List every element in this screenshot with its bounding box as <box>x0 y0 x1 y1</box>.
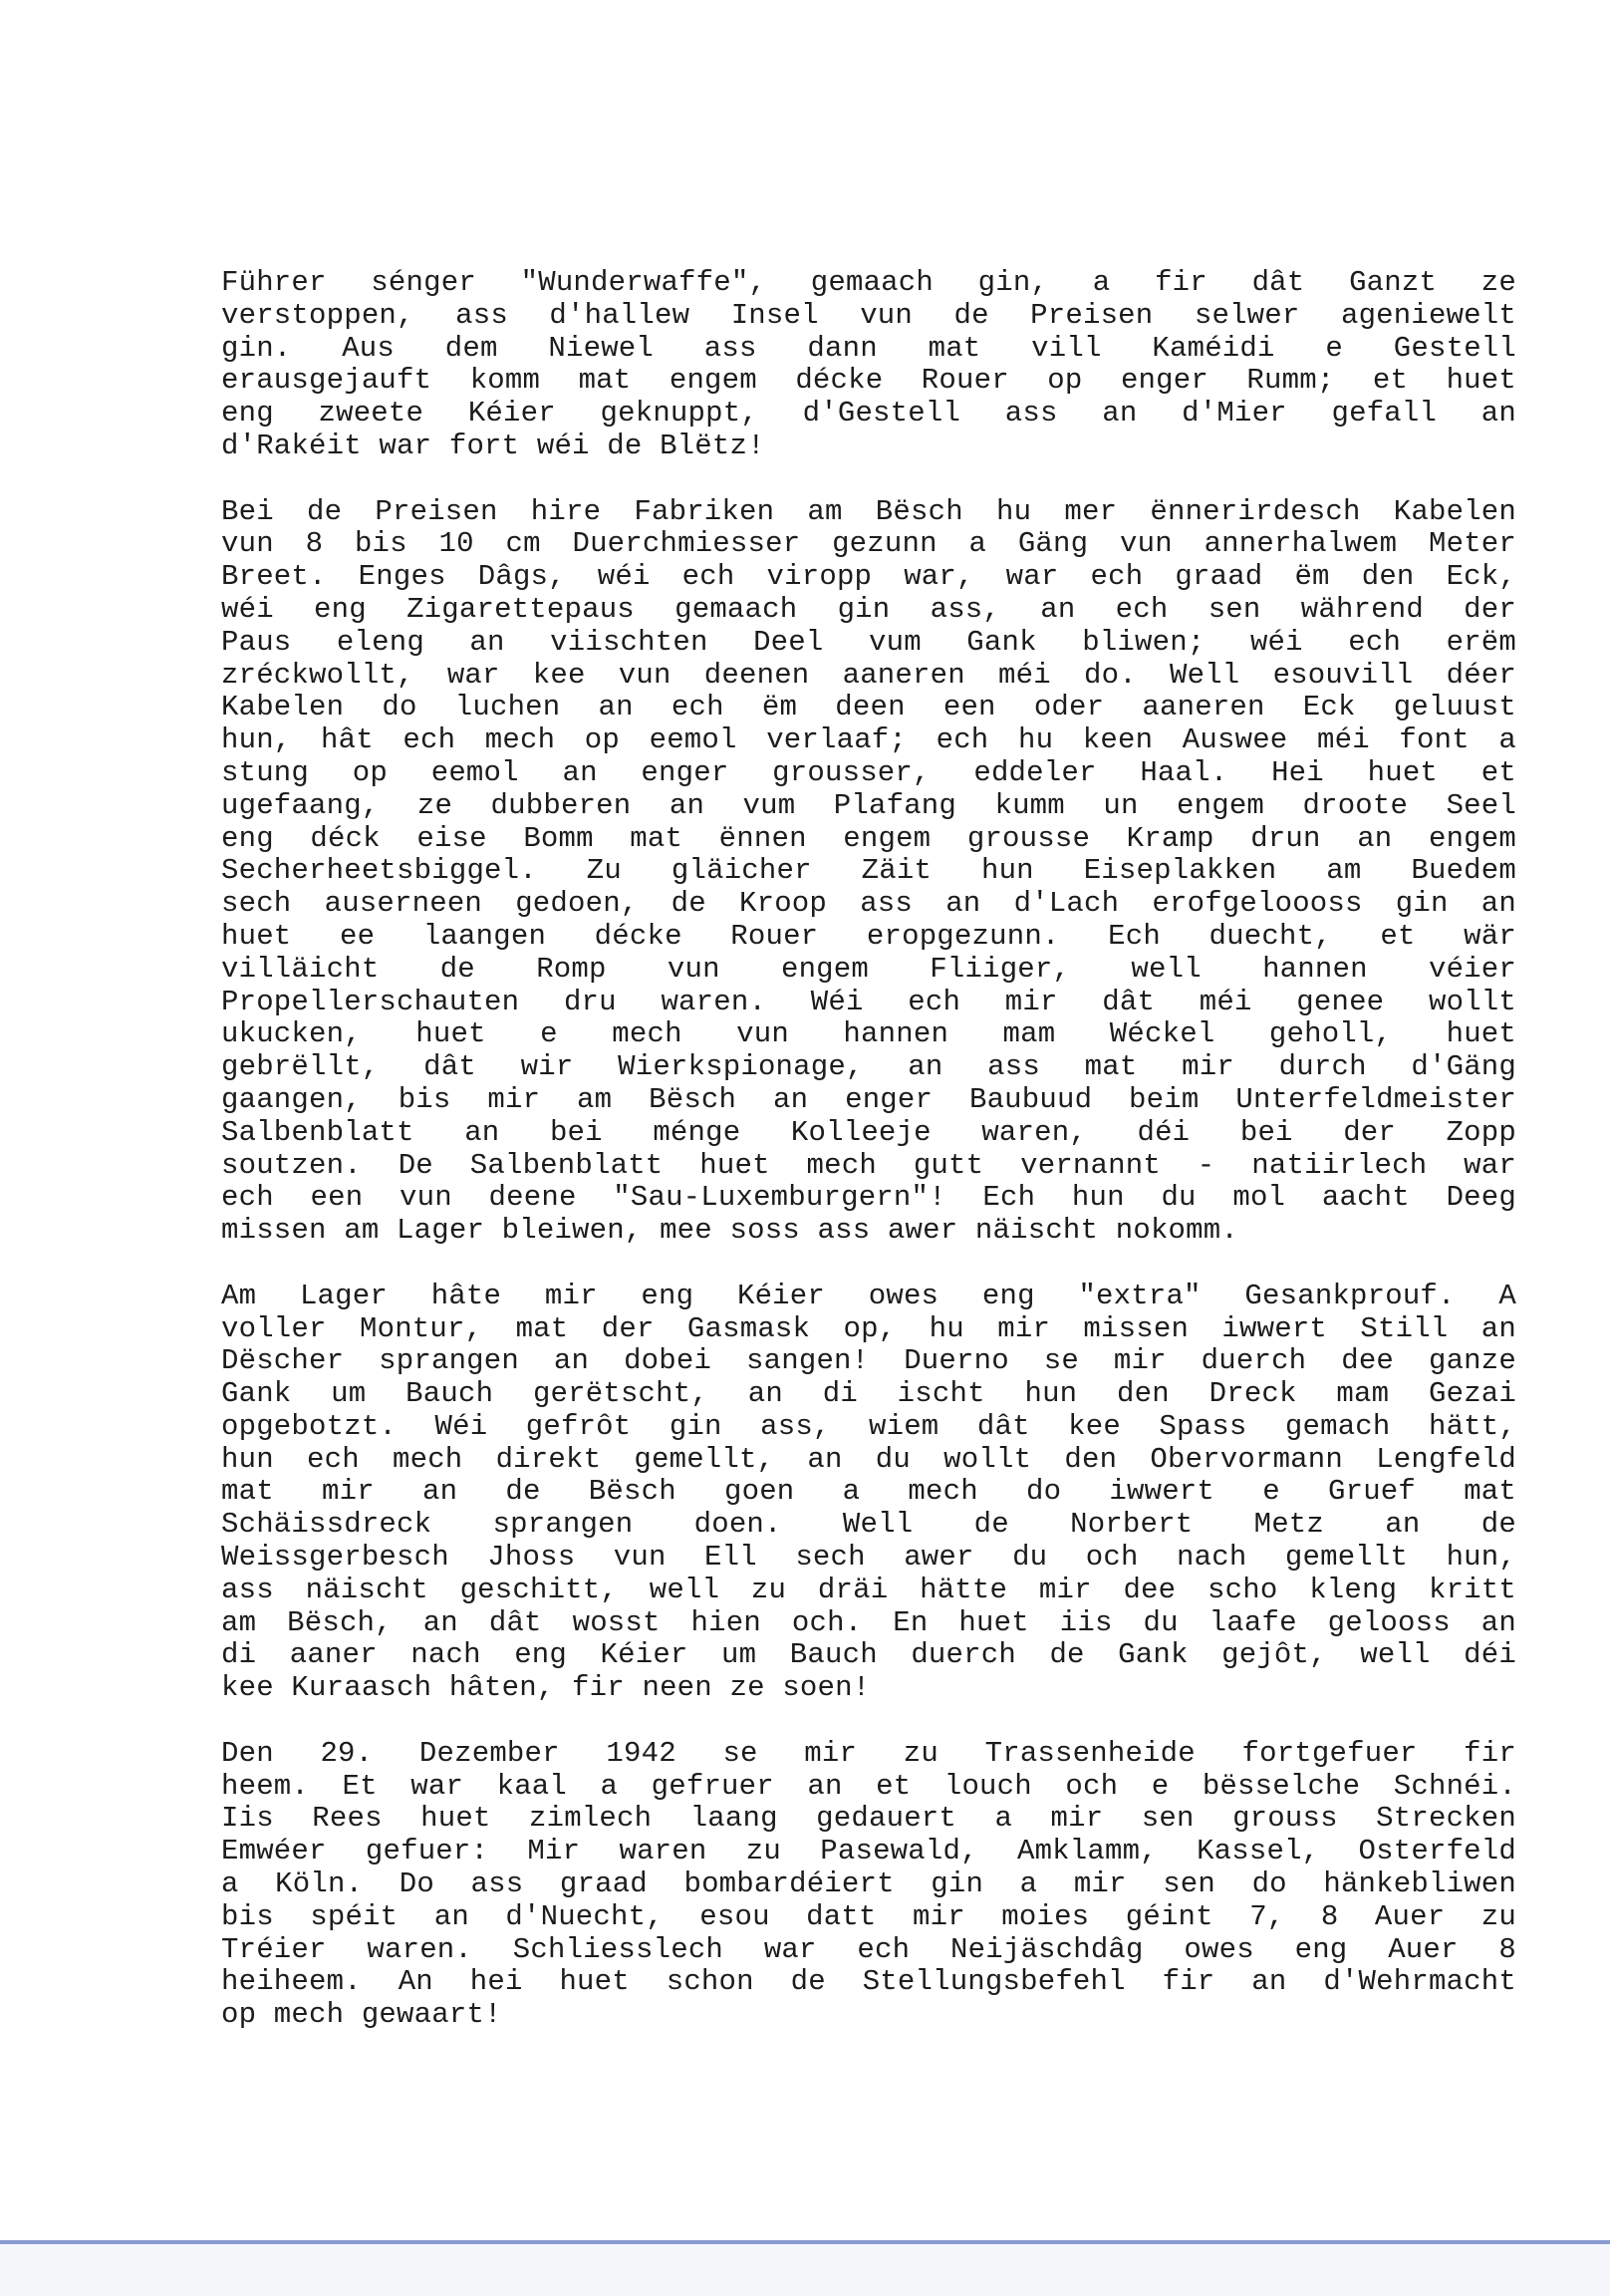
text-line: Paus eleng an viischten Deel vum Gank bliwen; wéi ech erëm <box>221 625 1516 659</box>
text-line: di aaner nach eng Kéier um Bauch duerch de Gank gejôt, well déi <box>221 1638 1516 1672</box>
text-line: heiheem. An hei huet schon de Stellungsbefehl fir an d'Wehrmacht <box>221 1965 1516 1999</box>
body-text <box>221 267 1516 2065</box>
text-line: Gank um Bauch gerëtscht, an di ischt hun den Dreck mam Gezai <box>221 1377 1516 1411</box>
text-line: kee Kuraasch hâten, fir neen ze soen! <box>221 1671 871 1705</box>
text-line: Am Lager hâte mir eng Kéier owes eng "extra" Gesankprouf. A <box>221 1279 1516 1312</box>
text-line: Emwéer gefuer: Mir waren zu Pasewald, Amklamm, Kassel, Osterfeld <box>221 1835 1516 1868</box>
text-line: zréckwollt, war kee vun deenen aaneren méi do. Well esouvill déer <box>221 658 1516 692</box>
text-line: Führer sénger "Wunderwaffe", gemaach gin, a fir dât Ganzt ze <box>221 266 1516 299</box>
text-line: mat mir an de Bësch goen a mech do iwwert e Gruef mat <box>221 1475 1516 1509</box>
text-line: d'Rakéit war fort wéi de Blëtz! <box>221 429 765 462</box>
text-line: Iis Rees huet zimlech laang gedauert a mir sen grouss Strecken <box>221 1802 1516 1836</box>
text-line: Propellerschauten dru waren. Wéi ech mir dât méi genee wollt <box>221 985 1516 1018</box>
text-line: bis spéit an d'Nuecht, esou datt mir moies géint 7, 8 Auer zu <box>221 1899 1516 1933</box>
text-line: heem. Et war kaal a gefruer an et louch och e bësselche Schnéi. <box>221 1769 1516 1803</box>
text-line: Secherheetsbiggel. Zu gläicher Zäit hun Eiseplakken am Buedem <box>221 854 1516 888</box>
text-line: op mech gewaart! <box>221 1998 502 2032</box>
paragraph-3 <box>221 1281 1516 1705</box>
text-line: gebrëllt, dât wir Wierkspionage, an ass mat mir durch d'Gäng <box>221 1050 1516 1084</box>
text-line: Bei de Preisen hire Fabriken am Bësch hu mer ënnerirdesch Kabelen <box>221 494 1516 528</box>
text-line: missen am Lager bleiwen, mee soss ass awer näischt nokomm. <box>221 1214 1238 1248</box>
footer-band <box>0 2244 1610 2296</box>
text-line: voller Montur, mat der Gasmask op, hu mir missen iwwert Still an <box>221 1311 1516 1345</box>
paragraph-4 <box>221 1738 1516 2032</box>
text-line: ass näischt geschitt, well zu dräi hätte mir dee scho kleng kritt <box>221 1573 1516 1606</box>
text-line: eng déck eise Bomm mat ënnen engem grousse Kramp drun an engem <box>221 821 1516 855</box>
text-line: Dëscher sprangen an dobei sangen! Duerno se mir duerch dee ganze <box>221 1344 1516 1378</box>
text-line: Den 29. Dezember 1942 se mir zu Trassenheide fortgefuer fir <box>221 1736 1516 1770</box>
text-line: Kabelen do luchen an ech ëm deen een oder aaneren Eck geluust <box>221 691 1516 724</box>
text-line: ech een vun deene "Sau-Luxemburgern"! Ech hun du mol aacht Deeg <box>221 1181 1516 1215</box>
paragraph-2 <box>221 496 1516 1248</box>
text-line: Breet. Enges Dâgs, wéi ech viropp war, war ech graad ëm den Eck, <box>221 560 1516 594</box>
text-line: villäicht de Romp vun engem Fliiger, well hannen véier <box>221 952 1516 986</box>
text-line: am Bësch, an dât wosst hien och. En huet iis du laafe gelooss an <box>221 1605 1516 1639</box>
text-line: ugefaang, ze dubberen an vum Plafang kumm un engem droote Seel <box>221 788 1516 822</box>
text-line: Salbenblatt an bei ménge Kolleeje waren, déi bei der Zopp <box>221 1115 1516 1149</box>
text-line: erausgejauft komm mat engem décke Rouer op enger Rumm; et huet <box>221 364 1516 398</box>
text-line: stung op eemol an enger grousser, eddeler Haal. Hei huet et <box>221 755 1516 789</box>
text-line: hun, hât ech mech op eemol verlaaf; ech hu keen Auswee méi font a <box>221 723 1516 757</box>
text-line: soutzen. De Salbenblatt huet mech gutt vernannt - natiirlech war <box>221 1148 1516 1182</box>
text-line: ukucken, huet e mech vun hannen mam Wéckel geholl, huet <box>221 1017 1516 1051</box>
text-line: opgebotzt. Wéi gefrôt gin ass, wiem dât kee Spass gemach hätt, <box>221 1409 1516 1443</box>
text-line: eng zweete Kéier geknuppt, d'Gestell ass an d'Mier gefall an <box>221 397 1516 430</box>
paragraph-1 <box>221 267 1516 463</box>
text-line: gaangen, bis mir am Bësch an enger Baubuud beim Unterfeldmeister <box>221 1082 1516 1116</box>
text-line: Weissgerbesch Jhoss vun Ell sech awer du och nach gemellt hun, <box>221 1541 1516 1575</box>
text-line: Tréier waren. Schliesslech war ech Neijäschdâg owes eng Auer 8 <box>221 1932 1516 1966</box>
text-line: Schäissdreck sprangen doen. Well de Norbert Metz an de <box>221 1508 1516 1542</box>
text-line: vun 8 bis 10 cm Duerchmiesser gezunn a Gäng vun annerhalwem Meter <box>221 527 1516 561</box>
text-line: huet ee laangen décke Rouer eropgezunn. Ech duecht, et wär <box>221 919 1516 953</box>
text-line: wéi eng Zigarettepaus gemaach gin ass, an ech sen während der <box>221 592 1516 626</box>
text-line: a Köln. Do ass graad bombardéiert gin a mir sen do hänkebliwen <box>221 1867 1516 1901</box>
text-line: gin. Aus dem Niewel ass dann mat vill Kaméidi e Gestell <box>221 331 1516 365</box>
text-line: sech auserneen gedoen, de Kroop ass an d'Lach erofgeloooss gin an <box>221 887 1516 921</box>
text-line: hun ech mech direkt gemellt, an du wollt den Obervormann Lengfeld <box>221 1442 1516 1476</box>
text-line: verstoppen, ass d'hallew Insel vun de Preisen selwer ageniewelt <box>221 298 1516 332</box>
